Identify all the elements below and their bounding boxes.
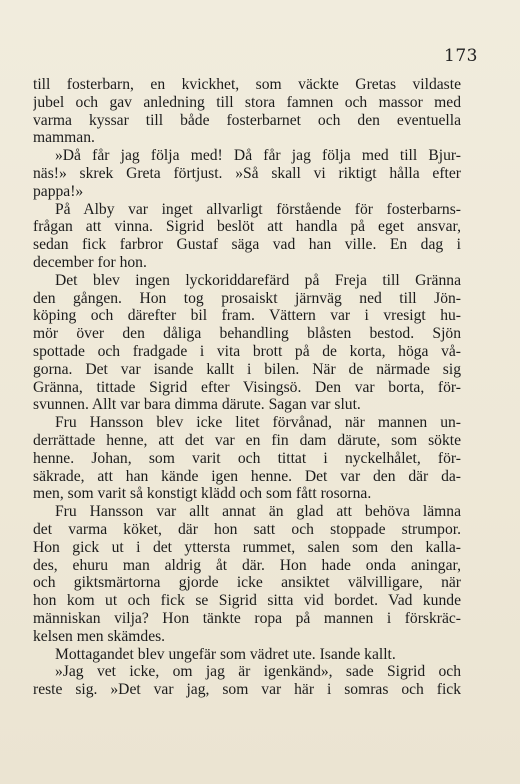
- text-line: Fru Hansson var allt annat än glad att behöva lämna: [55, 503, 461, 521]
- text-line: december for hon.: [33, 253, 147, 271]
- text-line: kelsen men skämdes.: [33, 627, 166, 645]
- text-line: svunnen. Allt var bara dimma därute. Sagan var slut.: [33, 396, 361, 414]
- text-line: »Jag vet icke, om jag är igenkänd», sade Sigrid och: [55, 663, 461, 681]
- text-line: hon kom ut och fick se Sigrid sitta vid bordet. Vad kunde: [33, 592, 461, 610]
- text-line: Det blev ingen lyckoriddarefärd på Freja till Gränna: [55, 271, 461, 289]
- text-line: derrättade henne, att det var en fin dam därute, som sökte: [33, 431, 461, 449]
- text-line: gorna. Det var isande kallt i bilen. När de närmade sig: [33, 360, 461, 378]
- text-line: till fosterbarn, en kvickhet, som väckte Gretas vildaste: [33, 76, 461, 93]
- text-line: den gången. Hon tog prosaiskt järnväg ned till Jön-: [33, 289, 461, 307]
- text-line: människan vilja? Hon tänkte ropa på mannen i förskräc-: [33, 609, 461, 627]
- text-line: Hon gick ut i det yttersta rummet, salen som den kalla-: [33, 538, 461, 556]
- page-number: 173: [444, 46, 478, 66]
- text-line: sedan fick farbror Gustaf säga vad han ville. En dag i: [33, 236, 461, 254]
- text-line: frågan att vinna. Sigrid beslöt att handla på eget ansvar,: [33, 218, 461, 236]
- text-line: köping och därefter bil fram. Vättern var i vresigt hu-: [33, 307, 461, 325]
- text-line: det varma köket, där hon satt och stoppade strumpor.: [33, 520, 461, 538]
- text-line: spottade och fradgade i vita brott på de korta, höga vå-: [33, 342, 461, 360]
- text-line: mamman.: [33, 129, 95, 147]
- text-line: henne. Johan, som varit och tittat i nyckelhålet, för-: [33, 449, 461, 467]
- text-line: säkrade, att han kände igen henne. Det var den där da-: [33, 467, 461, 485]
- text-line: jubel och gav anledning till stora famnen och massor med: [33, 93, 461, 111]
- text-line: reste sig. »Det var jag, som var här i somras och fick: [33, 681, 461, 699]
- text-line: pappa!»: [33, 182, 84, 200]
- text-line: men, som varit så konstigt klädd och som fått rosorna.: [33, 485, 372, 503]
- text-line: och giktsmärtorna gjorde icke ansiktet välvilligare, när: [33, 574, 461, 592]
- text-line: Fru Hansson blev icke litet förvånad, när mannen un-: [55, 414, 461, 432]
- text-line: varma kyssar till både fosterbarnet och den eventuella: [33, 111, 461, 129]
- text-line: Mottagandet blev ungefär som vädret ute. Isande kallt.: [55, 645, 396, 663]
- text-line: »Då får jag följa med! Då får jag följa med till Bjur-: [55, 147, 461, 165]
- text-line: Gränna, tittade Sigrid efter Visingsö. Den var borta, för-: [33, 378, 461, 396]
- text-line: På Alby var inget allvarligt förstående för fosterbarns-: [55, 200, 461, 218]
- text-line: näs!» skrek Greta förtjust. »Så skall vi riktigt hålla efter: [33, 164, 461, 182]
- body-text: [33, 76, 461, 699]
- text-line: des, ehuru man aldrig åt där. Hon hade onda aningar,: [33, 556, 461, 574]
- text-line: mör över den dåliga behandling blåsten bestod. Sjön: [33, 325, 461, 343]
